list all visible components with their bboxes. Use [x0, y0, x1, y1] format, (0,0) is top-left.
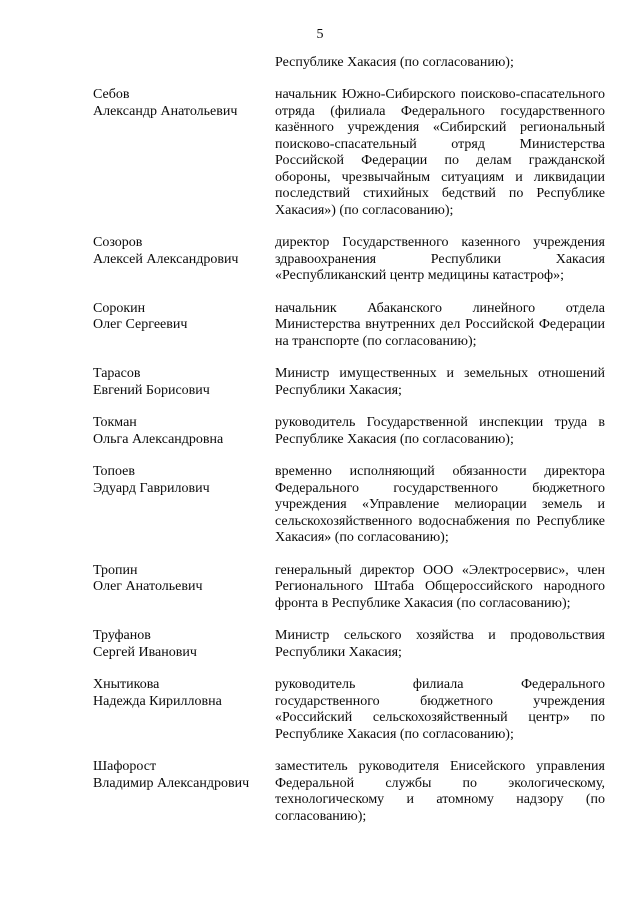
entry-position: начальник Абаканского линейного отдела Министерства внутренних дел Российской Федерации на транспорте (по согласованию);	[275, 300, 605, 349]
entry-surname: Труфанов	[93, 628, 151, 643]
entry-position: временно исполняющий обязанности директора Федерального государственного бюджетного учреждения «Управление мелиорации земель и сельскохозяйственного водоснабжения по Республике Хакасия» (по согласованию);	[275, 464, 605, 545]
entry-given-names: Александр Анатольевич	[93, 103, 238, 119]
entry-row	[93, 366, 605, 399]
entry-given-names: Алексей Александрович	[93, 251, 239, 267]
entry-name	[93, 366, 275, 399]
entry-surname: Тарасов	[93, 366, 141, 381]
entry-given-names: Олег Анатольевич	[93, 579, 203, 594]
entry-surname: Токман	[93, 415, 137, 430]
entry-row	[93, 87, 605, 219]
entry-name	[93, 464, 275, 547]
entries-list	[93, 55, 605, 826]
entry-surname: Тропин	[93, 562, 138, 578]
entry-position: руководитель Государственной инспекции труда в Республике Хакасия (по согласованию);	[275, 415, 605, 447]
entry-row	[93, 415, 605, 448]
entry-given-names: Сергей Иванович	[93, 644, 197, 660]
entry-row	[93, 563, 605, 613]
entry-row	[93, 628, 605, 661]
entry-position: Министр сельского хозяйства и продовольствия Республики Хакасия;	[275, 628, 605, 660]
entry-given-names: Олег Сергеевич	[93, 317, 188, 332]
name-column-empty	[93, 55, 275, 72]
entry-given-names: Ольга Александровна	[93, 431, 224, 447]
continuation-text: Республике Хакасия (по согласованию);	[275, 54, 514, 70]
entry-name	[93, 628, 275, 661]
entry-position: начальник Южно-Сибирского поисково-спасательного отряда (филиала Федерального государственного казённого учреждения «Сибирский региональный поисково-спасательный отряд Министерства Российской Федерации по делам гражданской обороны, чрезвычайным ситуациям и ликвидации последствий стихийных бедствий по Республике Хакасия») (по согласованию);	[275, 87, 605, 218]
entry-name	[93, 301, 275, 351]
entry-position: руководитель филиала Федерального государственного бюджетного учреждения «Российский сельскохозяйственный центр» по Республике Хакасия (по согласованию);	[275, 677, 605, 742]
entry-name	[93, 759, 275, 825]
entry-surname: Топоев	[93, 464, 135, 479]
entry-given-names: Евгений Борисович	[93, 382, 210, 398]
entry-surname: Себов	[93, 87, 130, 102]
entry-surname: Шафорост	[93, 759, 157, 774]
entry-name	[93, 563, 275, 613]
entry-position: директор Государственного казенного учреждения здравоохранения Республики Хакасия «Республиканский центр медицины катастроф»;	[275, 235, 605, 283]
page-number: 5	[316, 27, 324, 42]
entry-row	[93, 301, 605, 351]
entry-surname: Хнытикова	[93, 677, 160, 692]
entry-name	[93, 415, 275, 448]
entry-name	[93, 677, 275, 743]
entry-position: генеральный директор ООО «Электросервис», член Регионального Штаба Общероссийского народного фронта в Республике Хакасия (по согласованию);	[275, 562, 605, 611]
entry-given-names: Владимир Александрович	[93, 775, 250, 791]
entry-row	[93, 235, 605, 285]
entry-given-names: Эдуард Гаврилович	[93, 480, 210, 496]
entry-name	[93, 235, 275, 285]
entry-name	[93, 87, 275, 219]
entry-surname: Сорокин	[93, 300, 146, 316]
entry-position: Министр имущественных и земельных отношений Республики Хакасия;	[275, 366, 605, 398]
continuation-row	[93, 55, 605, 72]
entry-row	[93, 464, 605, 547]
entry-given-names: Надежда Кирилловна	[93, 693, 222, 709]
entry-row	[93, 759, 605, 825]
entry-row	[93, 677, 605, 743]
entry-position: заместитель руководителя Енисейского управления Федеральной службы по экологическому, технологическому и атомному надзору (по согласованию);	[275, 759, 605, 824]
entry-surname: Созоров	[93, 235, 143, 250]
